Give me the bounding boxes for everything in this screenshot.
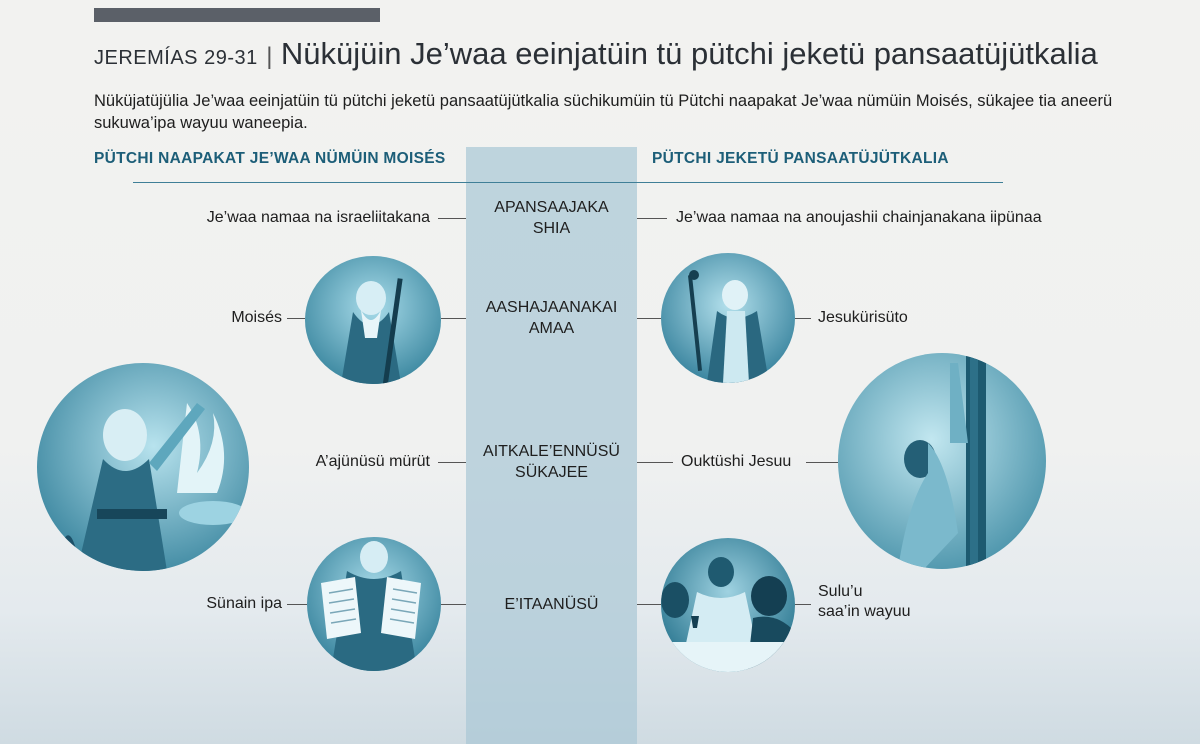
priest-sacrifice-illustration: [37, 363, 249, 571]
row1-center-label: [466, 197, 637, 239]
row3-right-connector-b: [806, 462, 838, 463]
row3-right-label: Ouktüshi Jesuu: [681, 453, 792, 470]
last-supper-illustration: [661, 538, 795, 672]
row1-center-line2: SHIA: [532, 220, 571, 237]
row4-right-line1: Sulu’u: [818, 583, 863, 600]
intro-paragraph: Nüküjatüjülia Je’waa eeinjatüin tü pütchi jeketü pansaatüjütkalia süchikumüin tü Pütchi naapakat Je’waa nümüin Moisés, sükajee tia aneerü sukuwa’ipa wayuu waneepia.: [94, 92, 1113, 132]
row3-center-line1: AITKALE’ENNÜSÜ: [483, 443, 620, 460]
jesus-raised-staff-illustration: [661, 253, 795, 383]
row2-right-connector-a: [637, 318, 661, 319]
heading-rule: [133, 182, 1003, 183]
title-main-text: Nüküjüin Je’waa eeinjatüin tü pütchi jeketü pansaatüjütkalia: [280, 36, 1098, 71]
row3-right-connector-a: [637, 462, 673, 463]
right-column-heading: PÜTCHI JEKETÜ PANSAATÜJÜTKALIA: [652, 150, 949, 167]
row2-right-connector-b: [795, 318, 811, 319]
row4-left-connector-b: [441, 604, 466, 605]
row3-center-label: [466, 441, 637, 483]
row2-center-line1: AASHAJAANAKAI: [485, 299, 618, 316]
row2-center-label: [466, 297, 637, 339]
title-separator: |: [266, 43, 273, 70]
row2-left-label: Moisés: [231, 309, 282, 326]
row2-left-connector-b: [441, 318, 466, 319]
row2-center-line2: AMAA: [528, 320, 575, 337]
jesus-on-stake-illustration: [838, 353, 1046, 569]
row1-left-connector: [438, 218, 466, 219]
moses-tablets-illustration: [307, 537, 441, 671]
row4-left-label: Sünain ipa: [206, 595, 282, 612]
scripture-reference: JEREMÍAS 29-31: [94, 47, 258, 69]
row4-right-label: [818, 582, 911, 622]
row4-left-connector-a: [287, 604, 307, 605]
row4-center-line1: E’ITAANÜSÜ: [504, 596, 599, 613]
row4-center-label: [466, 594, 637, 615]
row4-right-line2: saa’in wayuu: [818, 603, 911, 620]
row4-right-connector-b: [795, 604, 811, 605]
top-accent-bar: [94, 8, 380, 22]
row1-right-connector: [637, 218, 667, 219]
moses-staff-illustration: [305, 256, 441, 384]
page-title: [94, 36, 1098, 72]
row2-left-connector-a: [287, 318, 305, 319]
row1-right-label: Je’waa namaa na anoujashii chainjanakana iipünaa: [676, 209, 1042, 226]
row4-right-connector-a: [637, 604, 661, 605]
row1-center-line1: APANSAAJAKA: [494, 199, 609, 216]
left-column-heading: PÜTCHI NAAPAKAT JE’WAA NÜMÜIN MOISÉS: [94, 150, 446, 167]
row2-right-label: Jesukürisüto: [818, 309, 908, 326]
row3-left-connector: [438, 462, 466, 463]
row3-center-line2: SÜKAJEE: [515, 464, 588, 481]
row1-left-label: Je’waa namaa na israeliitakana: [206, 209, 430, 226]
row3-left-label: A’ajünüsü mürüt: [315, 453, 430, 470]
